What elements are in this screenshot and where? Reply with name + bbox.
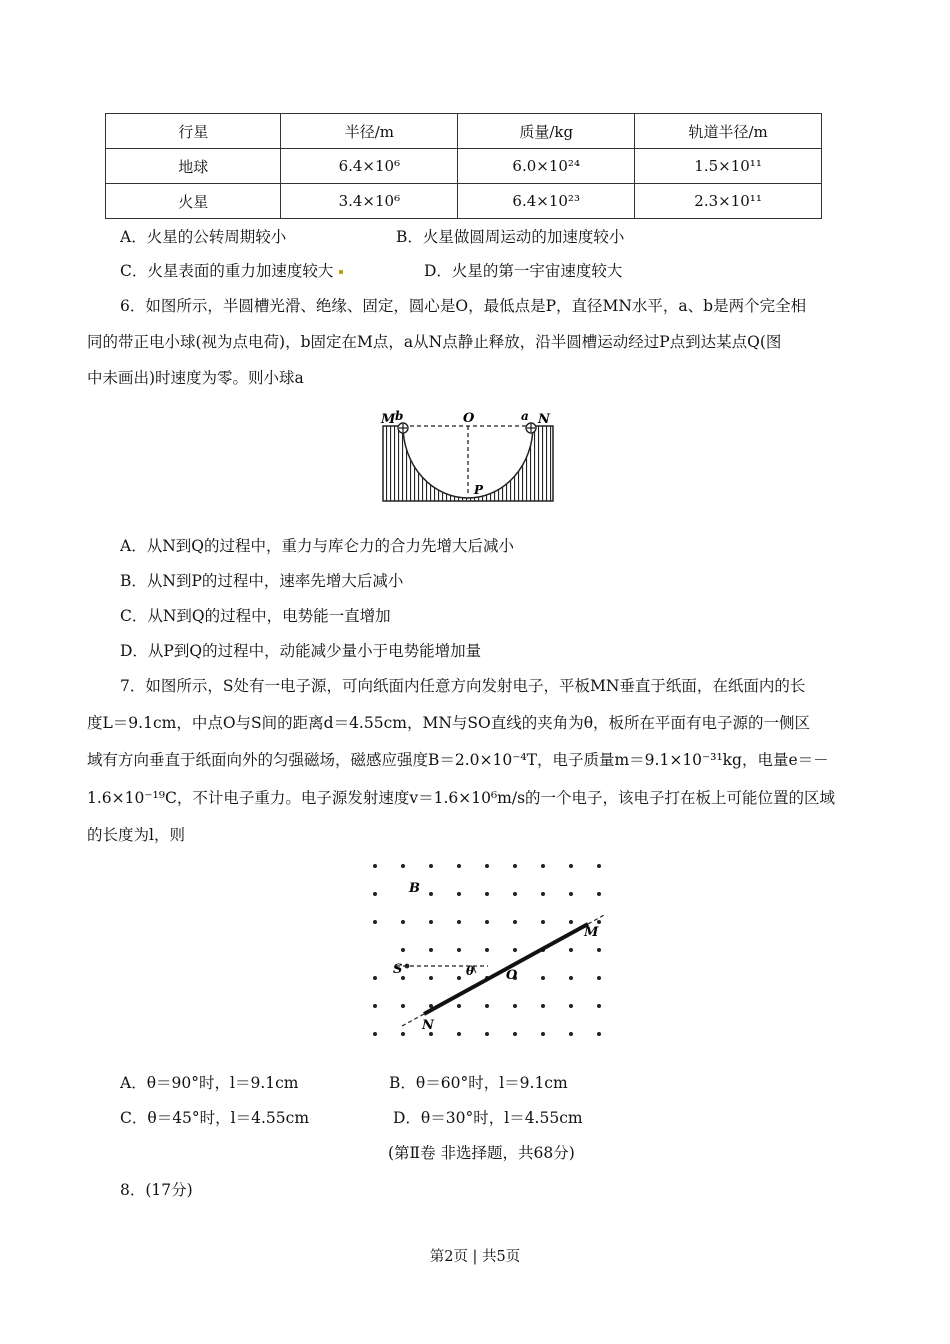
field-dot: [401, 948, 405, 952]
field-dot: [373, 976, 377, 980]
table-cell: 2.3×10¹¹: [635, 184, 822, 219]
q7-option-a: A．θ＝90°时，l＝9.1cm: [120, 1074, 299, 1092]
field-dot: [485, 948, 489, 952]
q7-stem-line-1: 7．如图所示，S处有一电子源，可向纸面内任意方向发射电子，平板MN垂直于纸面，在纸面内的长: [120, 677, 806, 695]
field-dot: [457, 892, 461, 896]
field-dot: [401, 1032, 405, 1036]
q6-stem-line-3: 中未画出)时速度为零。则小球a: [87, 369, 304, 387]
field-dot: [457, 920, 461, 924]
stray-dot-mark: [339, 270, 343, 274]
field-dot: [429, 864, 433, 868]
field-dot: [597, 864, 601, 868]
field-dot: [485, 864, 489, 868]
table-cell: 地球: [106, 149, 281, 184]
label-n: N: [538, 412, 550, 427]
field-dot: [485, 1032, 489, 1036]
field-dot: [401, 864, 405, 868]
field-dot: [597, 1004, 601, 1008]
label-o: O: [463, 411, 475, 426]
field-dot: [513, 1004, 517, 1008]
table-cell: 火星: [106, 184, 281, 219]
field-dot: [541, 892, 545, 896]
field-dot: [373, 1032, 377, 1036]
field-dot: [541, 1004, 545, 1008]
table-header-cell: 行星: [106, 114, 281, 149]
q6-stem-line-2: 同的带正电小球(视为点电荷)，b固定在M点，a从N点静止释放，沿半圆槽运动经过P点到达某点Q(图: [87, 333, 782, 351]
field-dot: [429, 920, 433, 924]
field-dot: [597, 948, 601, 952]
field-dot: [513, 864, 517, 868]
label-theta: θ: [466, 964, 475, 978]
field-dot: [457, 948, 461, 952]
q6-option-a: A．从N到Q的过程中，重力与库仑力的合力先增大后减小: [120, 537, 514, 555]
label-field-b: B: [409, 881, 420, 896]
field-dot: [569, 948, 573, 952]
field-dot: [513, 892, 517, 896]
q6-option-c: C．从N到Q的过程中，电势能一直增加: [120, 607, 391, 625]
label-m: M: [381, 412, 396, 427]
field-dot: [429, 976, 433, 980]
field-dot: [429, 948, 433, 952]
table-cell: 6.0×10²⁴: [458, 149, 635, 184]
field-dot: [485, 1004, 489, 1008]
field-dot: [569, 864, 573, 868]
q7-stem-line-2: 度L＝9.1cm，中点O与S间的距离d＝4.55cm，MN与SO直线的夹角为θ，板所在平面有电子源的一侧区: [87, 714, 811, 732]
field-dot: [457, 1004, 461, 1008]
field-dot: [541, 1032, 545, 1036]
table-header-cell: 轨道半径/m: [635, 114, 822, 149]
field-dot: [457, 976, 461, 980]
label-p: P: [474, 483, 484, 497]
planet-data-table: [105, 113, 822, 219]
field-dot: [597, 1032, 601, 1036]
q7-option-b: B．θ＝60°时，l＝9.1cm: [389, 1074, 568, 1092]
q7-stem-line-4: 1.6×10⁻¹⁹C，不计电子重力。电子源发射速度v＝1.6×10⁶m/s的一个电子，该电子打在板上可能位置的区域: [87, 789, 836, 807]
label-b: b: [395, 409, 404, 423]
field-dot: [485, 892, 489, 896]
field-dot: [513, 920, 517, 924]
q7-stem-line-5: 的长度为l，则: [87, 826, 185, 844]
q7-option-d: D．θ＝30°时，l＝4.55cm: [393, 1109, 583, 1127]
field-dot: [597, 976, 601, 980]
angle-arc: [474, 966, 476, 973]
field-dot: [541, 976, 545, 980]
field-dot: [541, 920, 545, 924]
semicircle-trough-figure: [378, 408, 558, 508]
field-dot: [569, 892, 573, 896]
field-dot: [401, 920, 405, 924]
field-dot: [569, 1004, 573, 1008]
q7-stem-line-3: 域有方向垂直于纸面向外的匀强磁场，磁感应强度B＝2.0×10⁻⁴T，电子质量m＝9.1×10⁻³¹kg，电量e＝－: [87, 751, 829, 769]
table-header-cell: 半径/m: [281, 114, 458, 149]
field-dots: [373, 864, 601, 1036]
table-cell: 6.4×10⁶: [281, 149, 458, 184]
field-dot: [597, 892, 601, 896]
field-dot: [569, 1032, 573, 1036]
q8-heading: 8．(17分): [120, 1181, 193, 1199]
field-dot: [513, 948, 517, 952]
field-dot: [569, 976, 573, 980]
field-dot: [597, 920, 601, 924]
label-plate-m: M: [584, 925, 599, 940]
page-footer: 第2页 | 共5页: [429, 1249, 521, 1265]
table-row: [106, 149, 822, 184]
q5-option-c-row: [120, 259, 343, 281]
plate-extension-n: [402, 1014, 424, 1026]
q5-option-b: B．火星做圆周运动的加速度较小: [396, 228, 625, 246]
table-header-row: [106, 114, 822, 149]
label-center-o: O: [506, 968, 518, 983]
field-dot: [429, 892, 433, 896]
q5-option-a: A．火星的公转周期较小: [120, 228, 287, 246]
table-cell: 3.4×10⁶: [281, 184, 458, 219]
table-cell: 1.5×10¹¹: [635, 149, 822, 184]
label-plate-n: N: [422, 1018, 434, 1033]
source-s-dot: [405, 964, 410, 969]
field-dot: [457, 864, 461, 868]
section-title: (第Ⅱ卷 非选择题，共68分): [388, 1144, 575, 1162]
field-dot: [485, 920, 489, 924]
field-dot: [373, 864, 377, 868]
magnetic-field-figure: [360, 858, 620, 1048]
q5-option-d: D．火星的第一宇宙速度较大: [424, 262, 623, 280]
q5-option-c: C．火星表面的重力加速度较大: [120, 262, 334, 280]
q7-option-c: C．θ＝45°时，l＝4.55cm: [120, 1109, 310, 1127]
field-dot: [541, 864, 545, 868]
field-dot: [569, 920, 573, 924]
table-row: [106, 184, 822, 219]
field-dot: [373, 892, 377, 896]
q6-option-b: B．从N到P的过程中，速率先增大后减小: [120, 572, 404, 590]
field-dot: [457, 1032, 461, 1036]
q6-option-d: D．从P到Q的过程中，动能减少量小于电势能增加量: [120, 642, 482, 660]
table-cell: 6.4×10²³: [458, 184, 635, 219]
field-dot: [401, 1004, 405, 1008]
field-dot: [513, 1032, 517, 1036]
label-a: a: [521, 409, 529, 423]
table-header-cell: 质量/kg: [458, 114, 635, 149]
q6-stem-line-1: 6．如图所示，半圆槽光滑、绝缘、固定，圆心是O，最低点是P，直径MN水平，a、b是两个完全相: [120, 297, 807, 315]
field-dot: [373, 920, 377, 924]
label-source-s: S: [393, 962, 403, 977]
plate-extension-m: [588, 914, 606, 924]
field-dot: [373, 1004, 377, 1008]
